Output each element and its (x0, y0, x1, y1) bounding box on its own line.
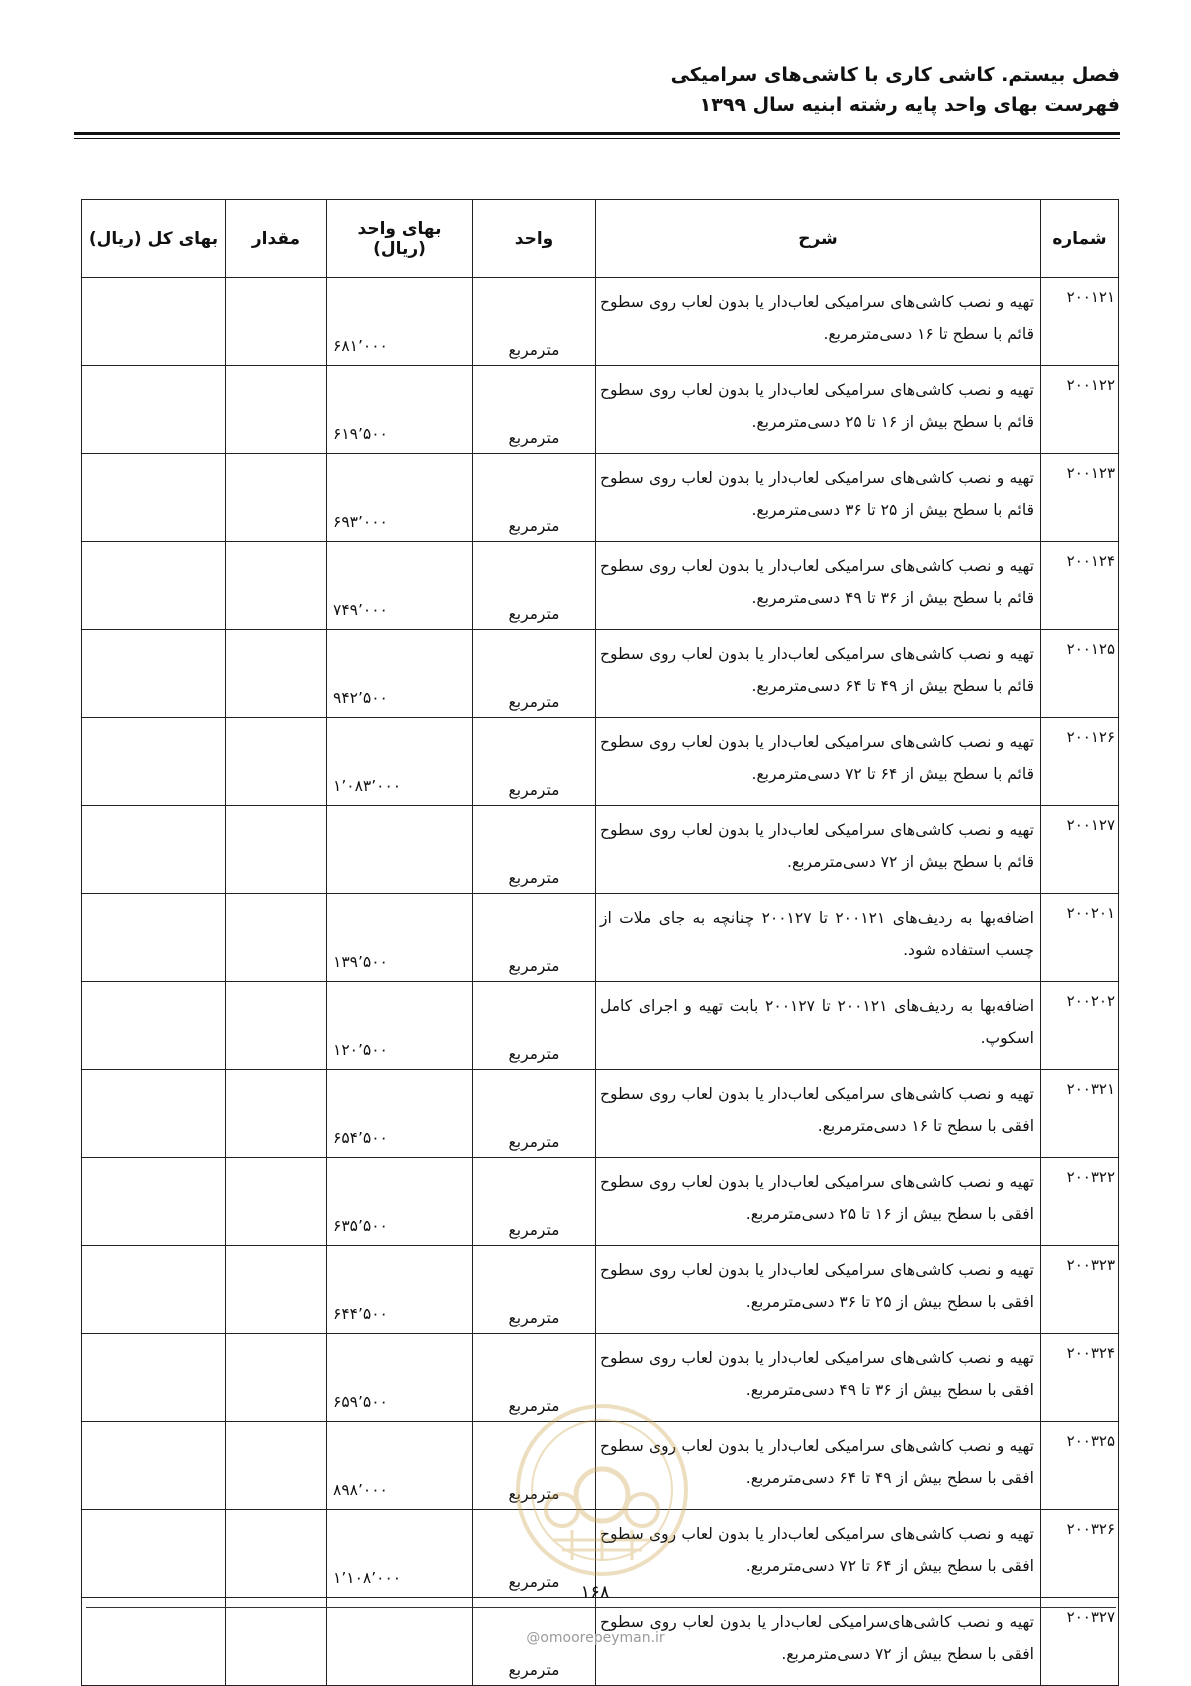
table-row (82, 1070, 1119, 1158)
row-quantity (226, 806, 327, 894)
unit-price-currency: (ریال) (373, 238, 426, 259)
row-quantity (226, 1158, 327, 1246)
row-quantity (226, 1246, 327, 1334)
table-row (82, 366, 1119, 454)
row-total-price (82, 1158, 226, 1246)
column-header-unit-price (327, 200, 473, 278)
row-quantity (226, 542, 327, 630)
row-code: ۲۰۰۱۲۲ (1041, 366, 1119, 454)
row-quantity (226, 630, 327, 718)
column-header-code: شماره (1041, 200, 1119, 278)
table-row (82, 718, 1119, 806)
table-row (82, 982, 1119, 1070)
column-header-total-price: بهای کل (ریال) (82, 200, 226, 278)
row-unit-price: ۱۳۹٬۵۰۰ (327, 894, 473, 982)
row-unit-price: ۶۴۴٬۵۰۰ (327, 1246, 473, 1334)
row-code: ۲۰۰۱۲۳ (1041, 454, 1119, 542)
row-code: ۲۰۰۱۲۱ (1041, 278, 1119, 366)
row-unit-price: ۱٬۰۸۳٬۰۰۰ (327, 718, 473, 806)
row-description: تهیه و نصب کاشی‌های سرامیکی لعاب‌دار یا بدون لعاب روی سطوح قائم با سطح بیش از ۱۶ تا ۲۵ دسی‌مترمربع. (596, 366, 1041, 454)
row-code: ۲۰۰۳۲۵ (1041, 1422, 1119, 1510)
row-code: ۲۰۰۱۲۴ (1041, 542, 1119, 630)
row-total-price (82, 718, 226, 806)
row-total-price (82, 806, 226, 894)
chapter-title: فصل بیستم. کاشی کاری با کاشی‌های سرامیکی (670, 64, 1120, 86)
row-total-price (82, 1422, 226, 1510)
row-unit-price: ۶۵۹٬۵۰۰ (327, 1334, 473, 1422)
footer-rule (86, 1607, 1116, 1608)
row-quantity (226, 894, 327, 982)
row-total-price (82, 454, 226, 542)
row-total-price (82, 366, 226, 454)
row-quantity (226, 1422, 327, 1510)
row-quantity (226, 718, 327, 806)
table-row (82, 894, 1119, 982)
row-total-price (82, 982, 226, 1070)
row-unit: مترمربع (473, 278, 596, 366)
table-row (82, 630, 1119, 718)
row-description: تهیه و نصب کاشی‌های سرامیکی لعاب‌دار یا بدون لعاب روی سطوح قائم با سطح بیش از ۶۴ تا ۷۲ دسی‌مترمربع. (596, 718, 1041, 806)
row-unit: مترمربع (473, 806, 596, 894)
row-description: تهیه و نصب کاشی‌های سرامیکی لعاب‌دار یا بدون لعاب روی سطوح افقی با سطح بیش از ۴۹ تا ۶۴ دسی‌مترمربع. (596, 1422, 1041, 1510)
page-number: ۱۶۸ (580, 1582, 610, 1603)
row-unit-price (327, 806, 473, 894)
row-quantity (226, 1334, 327, 1422)
row-total-price (82, 1246, 226, 1334)
table-row (82, 806, 1119, 894)
table-row (82, 1422, 1119, 1510)
row-quantity (226, 982, 327, 1070)
row-unit-price: ۷۴۹٬۰۰۰ (327, 542, 473, 630)
row-unit-price: ۶۵۴٬۵۰۰ (327, 1070, 473, 1158)
row-unit: مترمربع (473, 1246, 596, 1334)
row-description: تهیه و نصب کاشی‌های سرامیکی لعاب‌دار یا بدون لعاب روی سطوح افقی با سطح بیش از ۲۵ تا ۳۶ دسی‌مترمربع. (596, 1246, 1041, 1334)
row-description: تهیه و نصب کاشی‌های سرامیکی لعاب‌دار یا بدون لعاب روی سطوح افقی با سطح بیش از ۱۶ تا ۲۵ دسی‌مترمربع. (596, 1158, 1041, 1246)
row-unit-price: ۶۹۳٬۰۰۰ (327, 454, 473, 542)
row-unit-price: ۱٬۱۰۸٬۰۰۰ (327, 1510, 473, 1598)
row-code: ۲۰۰۲۰۲ (1041, 982, 1119, 1070)
page-header (74, 60, 1120, 120)
row-code: ۲۰۰۳۲۴ (1041, 1334, 1119, 1422)
row-total-price (82, 630, 226, 718)
row-description: تهیه و نصب کاشی‌های سرامیکی لعاب‌دار یا بدون لعاب روی سطوح افقی با سطح تا ۱۶ دسی‌مترمربع. (596, 1070, 1041, 1158)
row-unit: مترمربع (473, 454, 596, 542)
row-total-price (82, 894, 226, 982)
unit-price-label: بهای واحد (357, 218, 442, 239)
row-unit: مترمربع (473, 366, 596, 454)
table-row (82, 1246, 1119, 1334)
column-header-quantity: مقدار (226, 200, 327, 278)
row-unit: مترمربع (473, 1422, 596, 1510)
row-code: ۲۰۰۲۰۱ (1041, 894, 1119, 982)
list-title: فهرست بهای واحد پایه رشته ابنیه سال ۱۳۹۹ (699, 94, 1120, 116)
row-unit: مترمربع (473, 1070, 596, 1158)
row-total-price (82, 1334, 226, 1422)
row-unit: مترمربع (473, 1598, 596, 1686)
row-unit-price: ۶۸۱٬۰۰۰ (327, 278, 473, 366)
row-description: تهیه و نصب کاشی‌های سرامیکی لعاب‌دار یا بدون لعاب روی سطوح افقی با سطح بیش از ۶۴ تا ۷۲ دسی‌مترمربع. (596, 1510, 1041, 1598)
row-unit: مترمربع (473, 630, 596, 718)
row-total-price (82, 278, 226, 366)
row-description: تهیه و نصب کاشی‌های سرامیکی لعاب‌دار یا بدون لعاب روی سطوح قائم با سطح بیش از ۲۵ تا ۳۶ دسی‌مترمربع. (596, 454, 1041, 542)
column-header-description: شرح (596, 200, 1041, 278)
row-total-price (82, 1510, 226, 1598)
row-unit-price: ۶۱۹٬۵۰۰ (327, 366, 473, 454)
row-unit: مترمربع (473, 894, 596, 982)
row-description: تهیه و نصب کاشی‌های سرامیکی لعاب‌دار یا بدون لعاب روی سطوح قائم با سطح تا ۱۶ دسی‌مترمربع. (596, 278, 1041, 366)
row-unit-price: ۱۲۰٬۵۰۰ (327, 982, 473, 1070)
table-row (82, 278, 1119, 366)
table-row (82, 1334, 1119, 1422)
row-description: تهیه و نصب کاشی‌های‌سرامیکی لعاب‌دار یا بدون لعاب روی سطوح افقی با سطح بیش از ۷۲ دسی‌مترمربع. (596, 1598, 1041, 1686)
row-description: تهیه و نصب کاشی‌های سرامیکی لعاب‌دار یا بدون لعاب روی سطوح قائم با سطح بیش از ۷۲ دسی‌مترمربع. (596, 806, 1041, 894)
row-unit-price: ۸۹۸٬۰۰۰ (327, 1422, 473, 1510)
row-quantity (226, 1510, 327, 1598)
table-header-row (82, 200, 1119, 278)
row-code: ۲۰۰۳۲۱ (1041, 1070, 1119, 1158)
row-unit: مترمربع (473, 982, 596, 1070)
row-code: ۲۰۰۱۲۶ (1041, 718, 1119, 806)
header-rule-thick (74, 132, 1120, 135)
table-row (82, 454, 1119, 542)
row-unit: مترمربع (473, 718, 596, 806)
row-unit: مترمربع (473, 1334, 596, 1422)
row-unit: مترمربع (473, 542, 596, 630)
row-total-price (82, 542, 226, 630)
column-header-unit: واحد (473, 200, 596, 278)
table-row (82, 1158, 1119, 1246)
header-rule-thin (74, 138, 1120, 139)
row-quantity (226, 454, 327, 542)
row-code: ۲۰۰۱۲۵ (1041, 630, 1119, 718)
row-code: ۲۰۰۳۲۷ (1041, 1598, 1119, 1686)
row-unit: مترمربع (473, 1158, 596, 1246)
row-description: اضافه‌بها به ردیف‌های ۲۰۰۱۲۱ تا ۲۰۰۱۲۷ بابت تهیه و اجرای کامل اسکوپ. (596, 982, 1041, 1070)
row-quantity (226, 366, 327, 454)
row-description: اضافه‌بها به ردیف‌های ۲۰۰۱۲۱ تا ۲۰۰۱۲۷ چنانچه به جای ملات از چسب استفاده شود. (596, 894, 1041, 982)
row-code: ۲۰۰۳۲۶ (1041, 1510, 1119, 1598)
row-quantity (226, 278, 327, 366)
row-code: ۲۰۰۳۲۲ (1041, 1158, 1119, 1246)
row-total-price (82, 1070, 226, 1158)
row-unit-price: ۶۳۵٬۵۰۰ (327, 1158, 473, 1246)
row-unit: مترمربع (473, 1510, 596, 1598)
row-description: تهیه و نصب کاشی‌های سرامیکی لعاب‌دار یا بدون لعاب روی سطوح افقی با سطح بیش از ۳۶ تا ۴۹ دسی‌مترمربع. (596, 1334, 1041, 1422)
row-description: تهیه و نصب کاشی‌های سرامیکی لعاب‌دار یا بدون لعاب روی سطوح قائم با سطح بیش از ۳۶ تا ۴۹ دسی‌مترمربع. (596, 542, 1041, 630)
table-row (82, 542, 1119, 630)
row-unit-price: ۹۴۲٬۵۰۰ (327, 630, 473, 718)
row-code: ۲۰۰۱۲۷ (1041, 806, 1119, 894)
row-quantity (226, 1070, 327, 1158)
price-table (81, 199, 1119, 1686)
site-url: @omoorepeyman.ir (526, 1630, 665, 1646)
row-description: تهیه و نصب کاشی‌های سرامیکی لعاب‌دار یا بدون لعاب روی سطوح قائم با سطح بیش از ۴۹ تا ۶۴ دسی‌مترمربع. (596, 630, 1041, 718)
row-code: ۲۰۰۳۲۳ (1041, 1246, 1119, 1334)
